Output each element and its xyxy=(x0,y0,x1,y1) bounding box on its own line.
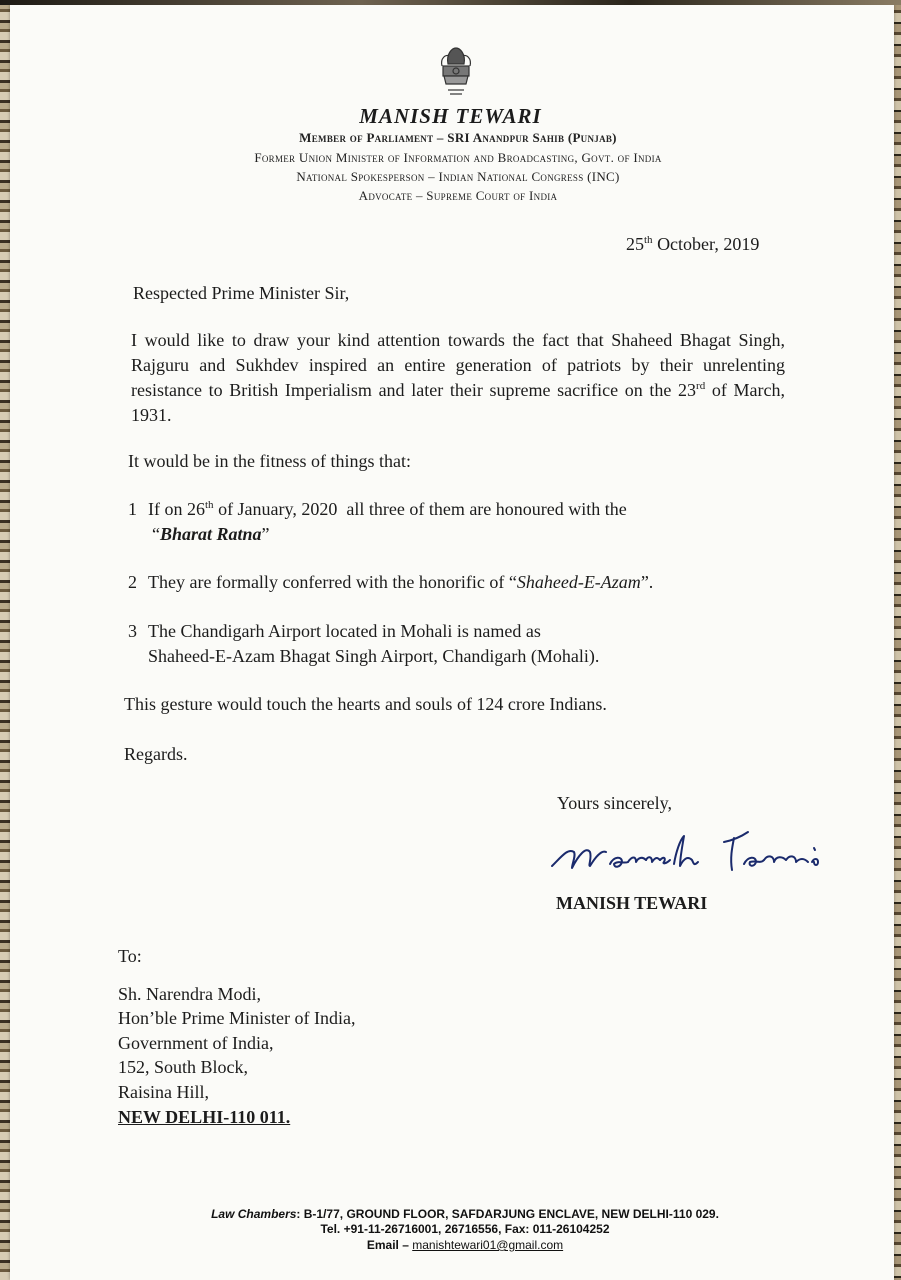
address-line: Sh. Narendra Modi, xyxy=(118,984,261,1004)
footer-email: Email – manishtewari01@gmail.com xyxy=(366,1238,564,1252)
regards-line: Regards. xyxy=(124,744,188,764)
signatory-name: MANISH TEWARI xyxy=(556,893,708,913)
list-item-3: 3 The Chandigarh Airport located in Mohali is named as xyxy=(128,621,541,641)
gesture-line: This gesture would touch the hearts and souls of 124 crore Indians. xyxy=(124,694,607,714)
email-link[interactable]: manishtewari01@gmail.com xyxy=(412,1238,564,1252)
page-edge-top xyxy=(0,0,901,5)
address-line: Government of India, xyxy=(118,1033,274,1053)
closing-line: Yours sincerely, xyxy=(557,793,672,813)
letterhead-mp-line: Member of Parliament – SRI Anandpur Sahib (Punjab) xyxy=(299,130,617,145)
list-item-1-line2: “Bharat Ratna” xyxy=(152,524,270,544)
letter-date: 25th October, 2019 xyxy=(626,234,760,254)
letterhead-advocate-line: Advocate – Supreme Court of India xyxy=(358,188,558,203)
handwritten-signature xyxy=(548,826,833,888)
list-item-3-line2: Shaheed-E-Azam Bhagat Singh Airport, Chandigarh (Mohali). xyxy=(148,646,600,666)
address-line: Raisina Hill, xyxy=(118,1082,209,1102)
address-line: 152, South Block, xyxy=(118,1057,249,1077)
national-emblem-icon xyxy=(434,42,478,104)
body-paragraph: I would like to draw your kind attention towards the fact that Shaheed Bhagat Singh, Rajguru and Sukhdev inspired an entire generation of patriots by their unrelenting resistance to British Imperialism and later their supreme sacrifice on the 23rd of March, 1931. xyxy=(131,330,785,425)
letterhead-spokesperson-line: National Spokesperson – Indian National Congress (INC) xyxy=(296,169,620,184)
letterhead-name: MANISH TEWARI xyxy=(359,104,542,128)
list-item-2: 2 They are formally conferred with the honorific of “Shaheed-E-Azam”. xyxy=(128,572,654,592)
salutation: Respected Prime Minister Sir, xyxy=(133,283,350,303)
address-city: NEW DELHI-110 011. xyxy=(118,1107,291,1127)
address-line: Hon’ble Prime Minister of India, xyxy=(118,1008,356,1028)
fitness-line: It would be in the fitness of things that: xyxy=(128,451,411,471)
footer-telephone: Tel. +91-11-26716001, 26716556, Fax: 011-26104252 xyxy=(320,1222,610,1236)
letterhead-minister-line: Former Union Minister of Information and Broadcasting, Govt. of India xyxy=(254,150,662,165)
list-item-1: 1 If on 26th of January, 2020 all three of them are honoured with the xyxy=(128,499,627,519)
footer-chambers: Law Chambers: B-1/77, GROUND FLOOR, SAFDARJUNG ENCLAVE, NEW DELHI-110 029. xyxy=(211,1207,719,1221)
to-label: To: xyxy=(118,946,142,966)
